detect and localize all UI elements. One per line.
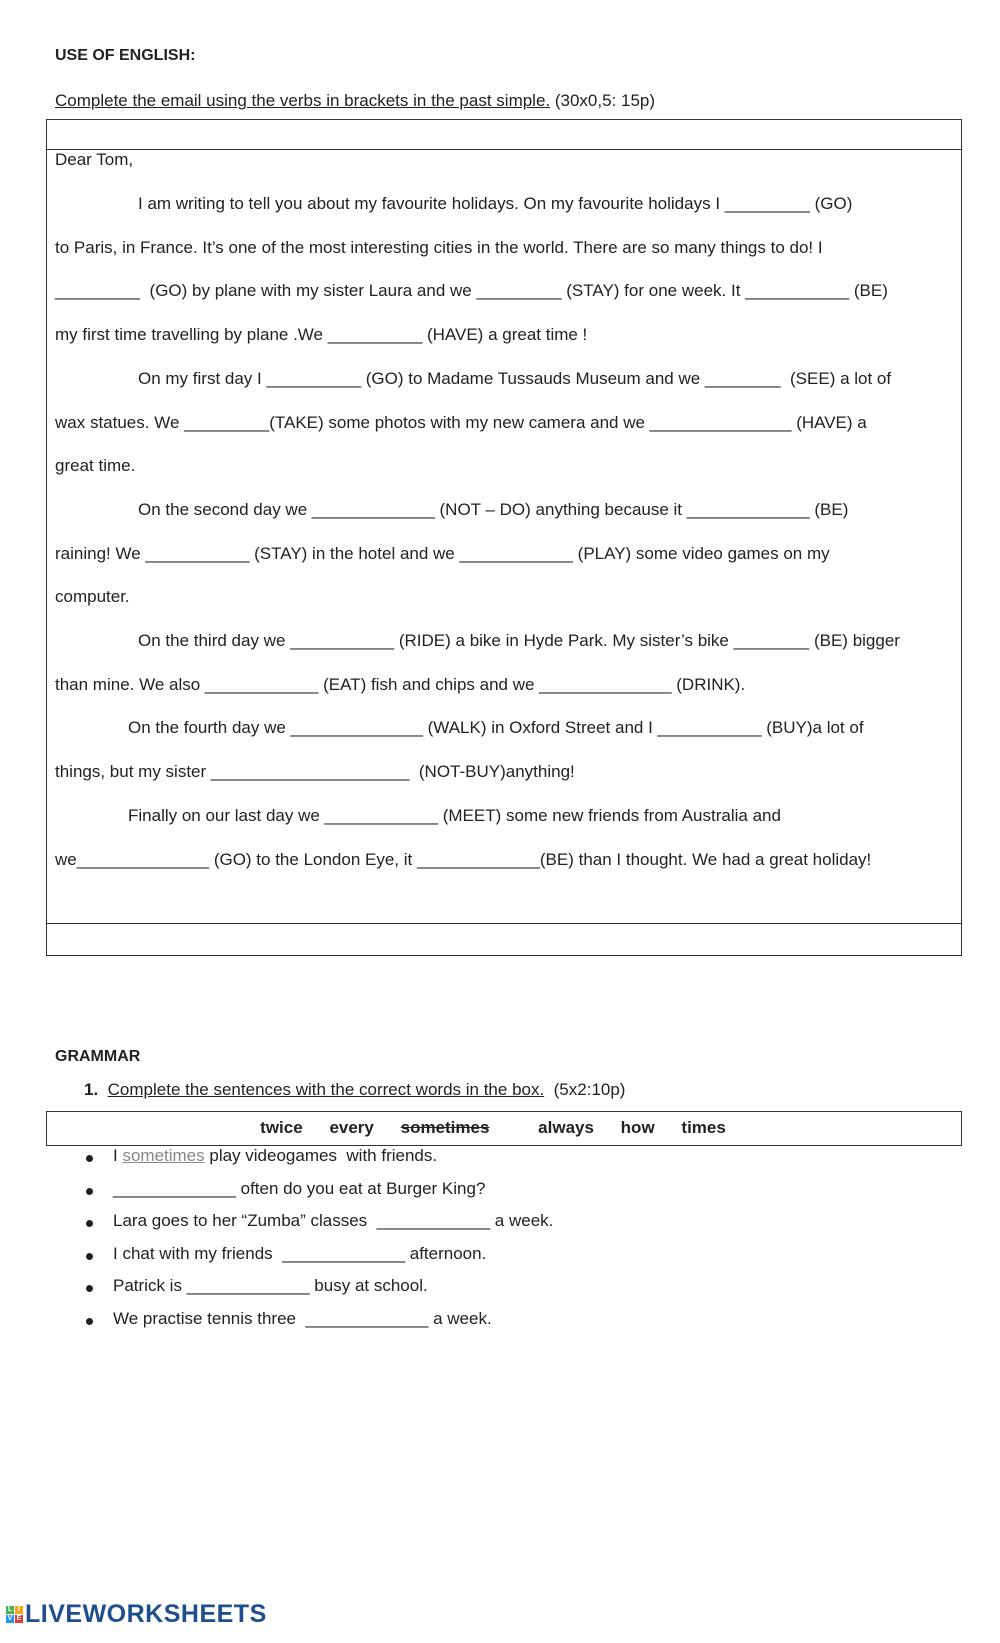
sentence-item <box>113 1276 428 1296</box>
email-line: great time. <box>55 456 136 476</box>
email-line: to Paris, in France. It’s one of the most interesting cities in the world. There are so many things to do! I <box>55 237 823 257</box>
email-line: _________ (GO) by plane with my sister Laura and we _________ (STAY) for one week. It ___________ (BE) <box>55 281 888 301</box>
sentence-item <box>113 1309 492 1329</box>
sentence-text: Patrick is _____________ busy at school. <box>113 1276 428 1296</box>
word-twice: twice <box>260 1118 303 1137</box>
logo-text: LIVEWORKSHEETS <box>25 1600 267 1628</box>
divider <box>46 149 962 150</box>
email-line: On my first day I __________ (GO) to Madame Tussauds Museum and we ________ (SEE) a lot of <box>138 368 892 388</box>
instruction-text: Complete the sentences with the correct words in the box. <box>107 1080 545 1099</box>
exercise-number: 1. <box>84 1080 99 1099</box>
email-line: my first time travelling by plane .We __________ (HAVE) a great time ! <box>55 325 588 345</box>
sentence-text: Lara goes to her “Zumba” classes ____________ a week. <box>113 1211 554 1231</box>
bullet-icon <box>86 1318 93 1325</box>
instruction-text: Complete the email using the verbs in brackets in the past simple. <box>55 91 551 110</box>
logo-icon: L I V E <box>7 1606 22 1622</box>
bullet-icon <box>86 1285 93 1292</box>
word-every: every <box>329 1118 374 1137</box>
sentence-item <box>113 1211 553 1231</box>
sentence-text: play videogames with friends. <box>204 1146 438 1165</box>
email-line: than mine. We also ____________ (EAT) fish and chips and we ______________ (DRINK). <box>55 674 746 694</box>
word-times: times <box>681 1118 726 1137</box>
email-line: On the second day we _____________ (NOT – DO) anything because it _____________ (BE) <box>138 499 849 519</box>
email-line: Finally on our last day we ____________ (MEET) some new friends from Australia and <box>128 805 781 825</box>
email-line: computer. <box>55 587 130 607</box>
liveworksheets-logo <box>6 1600 267 1629</box>
bullet-icon <box>86 1188 93 1195</box>
sentence-text: We practise tennis three _____________ a week. <box>113 1309 492 1328</box>
email-line: raining! We ___________ (STAY) in the hotel and we ____________ (PLAY) some video games on my <box>55 543 830 563</box>
email-instruction <box>55 91 655 111</box>
sentence-text: _____________ often do you eat at Burger King? <box>113 1178 486 1198</box>
sentence-item <box>113 1146 437 1166</box>
email-line: we______________ (GO) to the London Eye, it _____________(BE) than I thought. We had a great holiday! <box>55 849 872 869</box>
instruction-points: (5x2:10p) <box>544 1080 626 1099</box>
email-greeting: Dear Tom, <box>55 150 134 169</box>
word-how: how <box>620 1118 655 1137</box>
sentence-text: I <box>113 1146 123 1165</box>
email-line: On the third day we ___________ (RIDE) a bike in Hyde Park. My sister’s bike ________ (BE) bigger <box>138 631 900 650</box>
grammar-instruction <box>84 1080 625 1100</box>
email-line: On the fourth day we ______________ (WALK) in Oxford Street and I ___________ (BUY)a lot of <box>128 718 864 738</box>
bullet-icon <box>86 1253 93 1260</box>
sentence-item <box>113 1179 485 1199</box>
answer-field[interactable]: sometimes <box>122 1146 205 1165</box>
word-always: always <box>538 1118 594 1137</box>
email-line: things, but my sister _____________________ (NOT-BUY)anything! <box>55 762 575 782</box>
sentence-item <box>113 1244 486 1264</box>
sentence-text: I chat with my friends _____________ afternoon. <box>113 1243 487 1263</box>
section-title-grammar: GRAMMAR <box>55 1048 141 1065</box>
word-box <box>46 1111 962 1146</box>
email-line: wax statues. We _________(TAKE) some photos with my new camera and we _______________ (HAVE) a <box>55 412 867 432</box>
bullet-icon <box>86 1155 93 1162</box>
bullet-icon <box>86 1220 93 1227</box>
instruction-points: (30x0,5: 15p) <box>550 91 656 110</box>
divider <box>46 923 962 924</box>
word-sometimes-used: sometimes <box>400 1118 490 1137</box>
email-line: I am writing to tell you about my favourite holidays. On my favourite holidays I _________ (GO) <box>138 194 853 213</box>
section-title-use-of-english: USE OF ENGLISH: <box>55 47 196 64</box>
